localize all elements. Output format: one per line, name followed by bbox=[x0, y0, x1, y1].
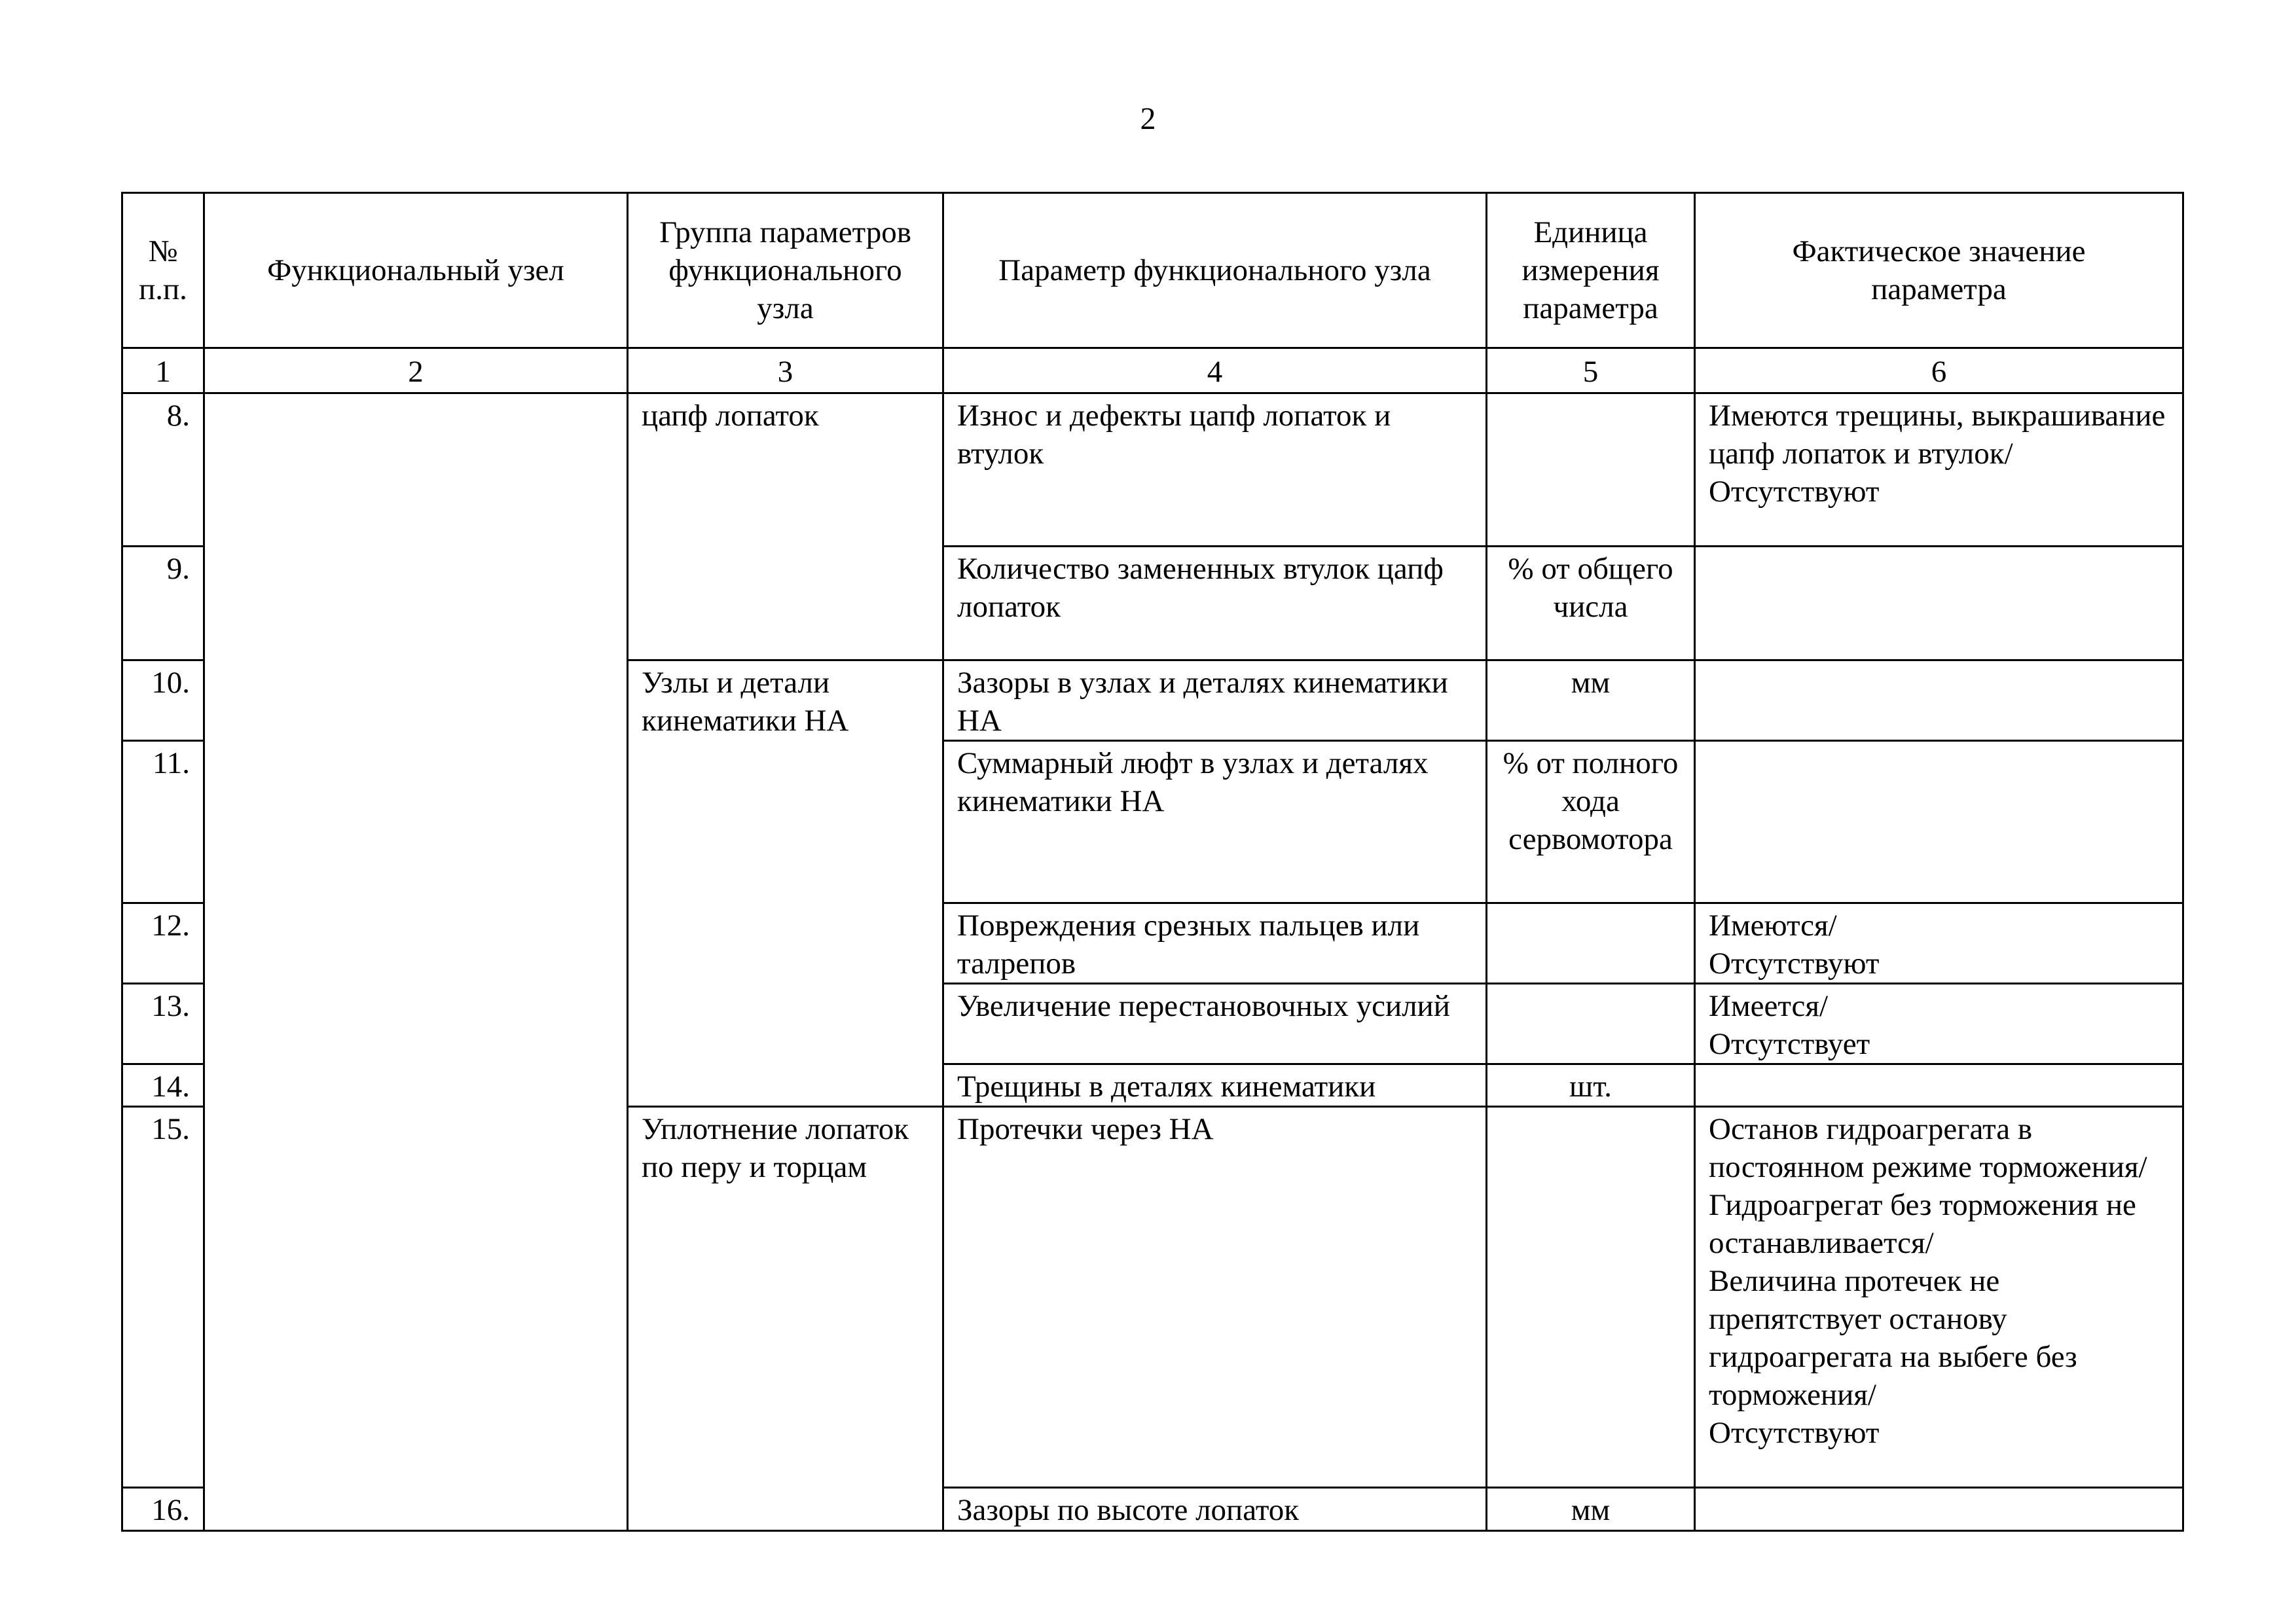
parameter-cell: Повреждения срезных пальцев или талрепов bbox=[943, 903, 1487, 984]
parameter-cell: Зазоры в узлах и деталях кинематики НА bbox=[943, 660, 1487, 741]
column-number-row bbox=[122, 348, 2183, 393]
page-number: 2 bbox=[1140, 101, 1156, 136]
value-cell: Имеются трещины, выкрашивание цапф лопаток и втулок/ Отсутствуют bbox=[1695, 393, 2183, 547]
header-functional-unit: Функциональный узел bbox=[204, 193, 628, 348]
row-number: 15. bbox=[122, 1107, 204, 1488]
column-number: 5 bbox=[1487, 348, 1695, 393]
parameter-cell: Увеличение перестановочных усилий bbox=[943, 984, 1487, 1064]
parameter-cell: Количество замененных втулок цапф лопаток bbox=[943, 547, 1487, 660]
column-number: 6 bbox=[1695, 348, 2183, 393]
parameter-cell: Трещины в деталях кинематики bbox=[943, 1064, 1487, 1107]
row-number: 11. bbox=[122, 741, 204, 903]
row-number: 9. bbox=[122, 547, 204, 660]
table-row bbox=[122, 393, 2183, 547]
parameter-cell: Износ и дефекты цапф лопаток и втулок bbox=[943, 393, 1487, 547]
header-number: № п.п. bbox=[122, 193, 204, 348]
header-parameter: Параметр функционального узла bbox=[943, 193, 1487, 348]
parameter-cell: Суммарный люфт в узлах и деталях кинематики НА bbox=[943, 741, 1487, 903]
column-number: 2 bbox=[204, 348, 628, 393]
unit-cell bbox=[1487, 393, 1695, 547]
row-number: 12. bbox=[122, 903, 204, 984]
unit-cell: мм bbox=[1487, 1488, 1695, 1531]
column-number: 1 bbox=[122, 348, 204, 393]
unit-cell: % от полного хода сервомотора bbox=[1487, 741, 1695, 903]
value-cell: Имеются/ Отсутствуют bbox=[1695, 903, 2183, 984]
parameter-cell: Протечки через НА bbox=[943, 1107, 1487, 1488]
unit-cell bbox=[1487, 1107, 1695, 1488]
column-number: 4 bbox=[943, 348, 1487, 393]
row-number: 16. bbox=[122, 1488, 204, 1531]
parameters-table bbox=[121, 192, 2184, 1532]
row-number: 14. bbox=[122, 1064, 204, 1107]
unit-cell: шт. bbox=[1487, 1064, 1695, 1107]
unit-cell bbox=[1487, 903, 1695, 984]
value-cell bbox=[1695, 660, 2183, 741]
value-cell bbox=[1695, 1064, 2183, 1107]
parameter-group-cell: цапф лопаток bbox=[628, 393, 943, 660]
header-actual-value: Фактическое значение параметра bbox=[1695, 193, 2183, 348]
header-parameter-group: Группа параметров функционального узла bbox=[628, 193, 943, 348]
parameter-group-cell: Узлы и детали кинематики НА bbox=[628, 660, 943, 1107]
header-row bbox=[122, 193, 2183, 348]
row-number: 10. bbox=[122, 660, 204, 741]
value-cell bbox=[1695, 741, 2183, 903]
parameter-group-cell: Уплотнение лопаток по перу и торцам bbox=[628, 1107, 943, 1531]
unit-cell bbox=[1487, 984, 1695, 1064]
unit-cell: мм bbox=[1487, 660, 1695, 741]
value-cell bbox=[1695, 547, 2183, 660]
value-cell: Имеется/ Отсутствует bbox=[1695, 984, 2183, 1064]
value-cell: Останов гидроагрегата в постоянном режиме торможения/ Гидроагрегат без торможения не останавливается/ Величина протечек не препятствует останову гидроагрегата на выбеге без торможения/ Отсутствуют bbox=[1695, 1107, 2183, 1488]
parameter-cell: Зазоры по высоте лопаток bbox=[943, 1488, 1487, 1531]
row-number: 13. bbox=[122, 984, 204, 1064]
functional-unit-cell bbox=[204, 393, 628, 1531]
value-cell bbox=[1695, 1488, 2183, 1531]
header-unit: Единица измерения параметра bbox=[1487, 193, 1695, 348]
column-number: 3 bbox=[628, 348, 943, 393]
unit-cell: % от общего числа bbox=[1487, 547, 1695, 660]
row-number: 8. bbox=[122, 393, 204, 547]
